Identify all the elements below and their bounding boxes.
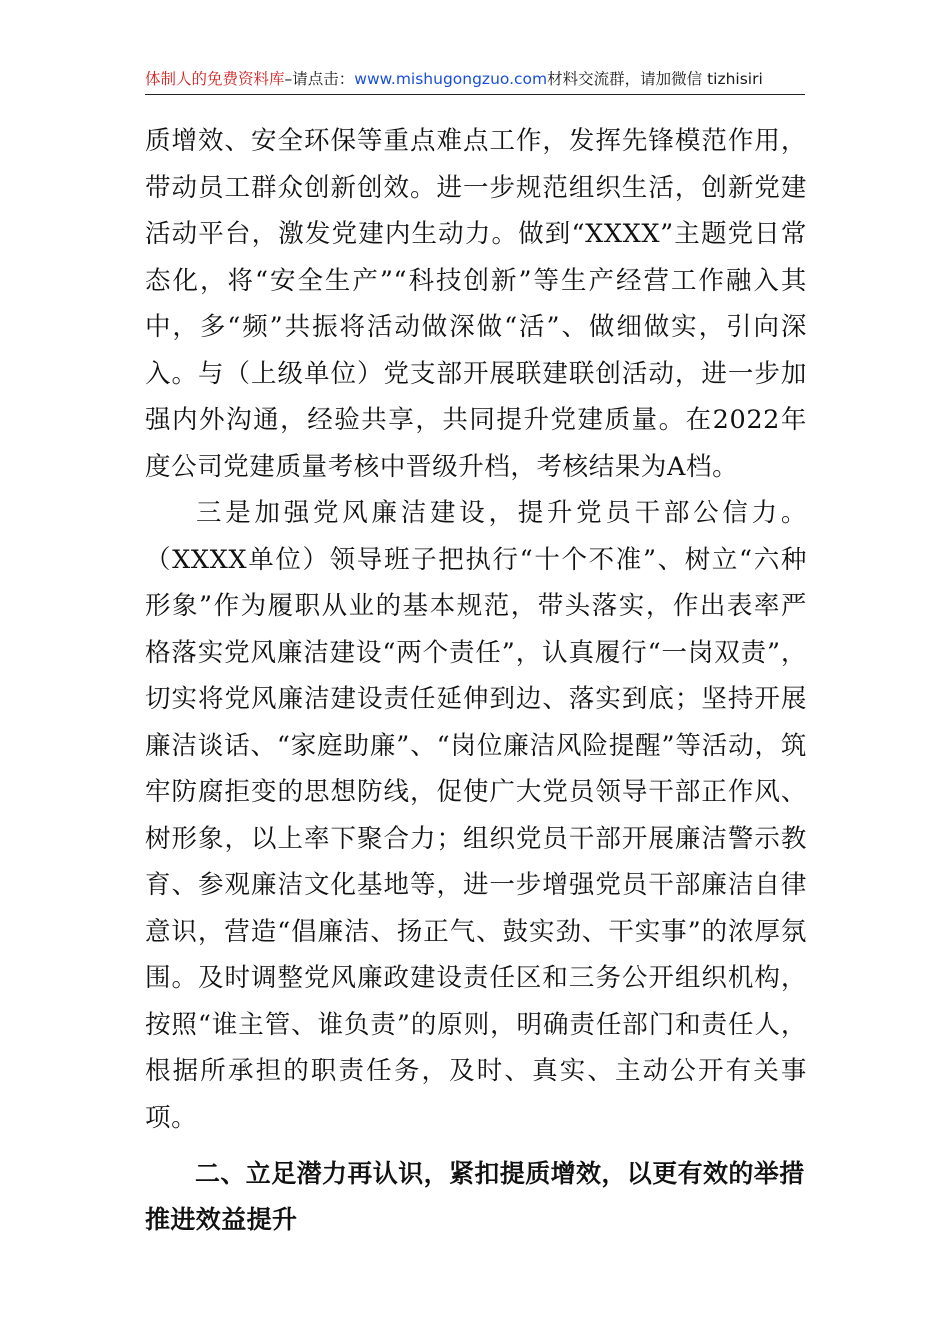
paragraph-party-integrity: 三是加强党风廉洁建设，提升党员干部公信力。（XXXX单位）领导班子把执行“十个不准”、树立“六种形象”作为履职从业的基本规范，带头落实，作出表率严格落实党风廉洁建设“两个责任”，认真履行“一岗双责”，切实将党风廉洁建设责任延伸到边、落实到底；坚持开展廉洁谈话、“家庭助廉”、“岗位廉洁风险提醒”等活动，筑牢防腐拒变的思想防线，促使广大党员领导干部正作风、树形象，以上率下聚合力；组织党员干部开展廉洁警示教育、参观廉洁文化基地等，进一步增强党员干部廉洁自律意识，营造“倡廉洁、扬正气、鼓实劲、干实事”的浓厚氛围。及时调整党风廉政建设责任区和三务公开组织机构，按照“谁主管、谁负责”的原则，明确责任部门和责任人，根据所承担的职责任务，及时、真实、主动公开有关事项。 bbox=[145, 498, 807, 1133]
paragraph-continuation: 质增效、安全环保等重点难点工作，发挥先锋模范作用，带动员工群众创新创效。进一步规范组织生活，创新党建活动平台，激发党建内生动力。做到“XXXX”主题党日常态化，将“安全生产”“科技创新”等生产经营工作融入其中，多“频”共振将活动做深做“活”、做细做实，引向深入。与（上级单位）党支部开展联建联创活动，进一步加强内外沟通，经验共享，共同提升党建质量。在2022年度公司党建质量考核中晋级升档，考核结果为A档。 bbox=[145, 126, 807, 482]
header-brand: 体制人的免费资料库 bbox=[145, 70, 285, 88]
header-website-link[interactable]: www.mishugongzuo.com bbox=[354, 70, 548, 88]
page-header-banner bbox=[145, 64, 805, 95]
header-prompt: –请点击： bbox=[284, 70, 355, 88]
document-body bbox=[145, 118, 807, 1243]
header-contact-note: 材料交流群，请加微信 tizhisiri bbox=[547, 70, 763, 88]
section-heading: 二、立足潜力再认识，紧扣提质增效，以更有效的举措推进效益提升 bbox=[145, 1159, 805, 1234]
